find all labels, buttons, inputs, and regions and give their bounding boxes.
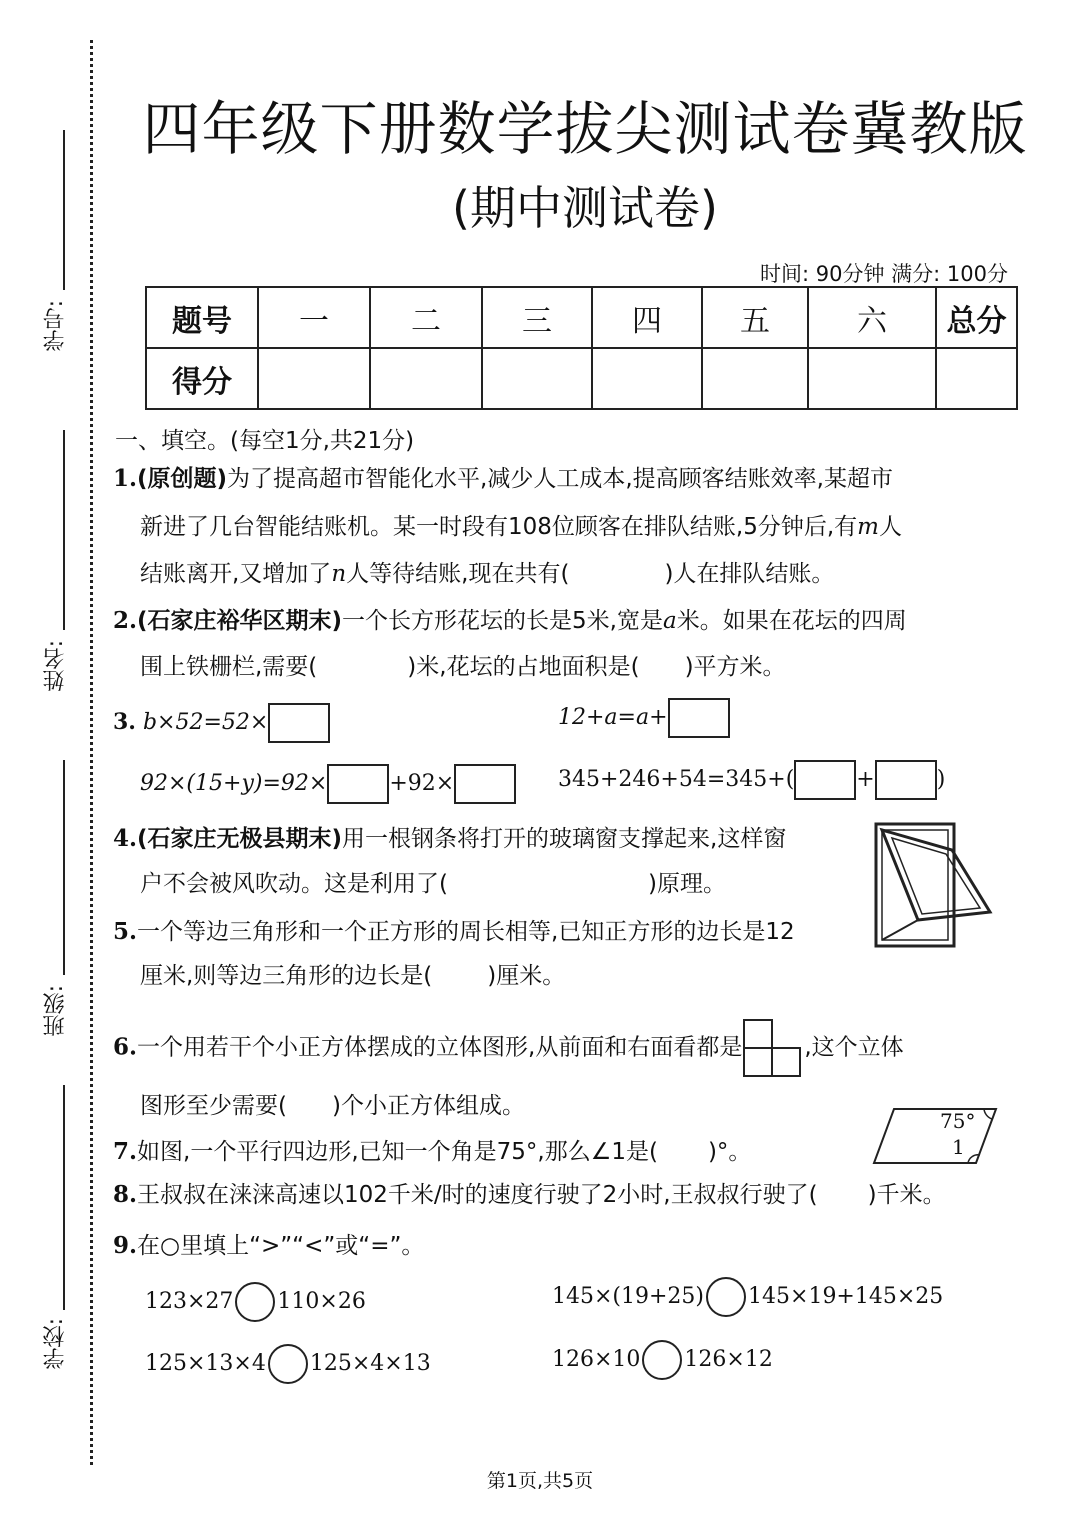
question-3-expr-1	[113, 698, 330, 747]
question-3-expr-2	[558, 694, 730, 742]
question-2-line-1	[113, 597, 907, 645]
expression: 125×13×4	[145, 1351, 266, 1376]
name-label: 姓名:	[43, 640, 68, 692]
variable: m	[857, 514, 879, 540]
score-header-cell: 二	[370, 287, 482, 348]
expression: 123×27	[145, 1289, 234, 1314]
window-figure	[872, 820, 997, 950]
answer-box[interactable]	[875, 760, 937, 800]
question-text: 围上铁栅栏,需要(	[140, 654, 318, 680]
question-text: 结账离开,又增加了	[140, 561, 332, 587]
comparison-1	[145, 1278, 366, 1326]
score-table-header-row	[146, 287, 1017, 348]
answer-box[interactable]	[327, 764, 389, 804]
expression: 145×19+145×25	[748, 1284, 944, 1309]
expression: 12+a=a+	[558, 705, 668, 730]
question-text: )°。	[707, 1139, 752, 1165]
expression: 110×26	[277, 1289, 366, 1314]
question-number: 3.	[113, 709, 136, 735]
expression: 126×10	[552, 1347, 641, 1372]
question-text: 新进了几台智能结账机。某一时段有108位顾客在排队结账,5分钟后,有	[140, 514, 858, 540]
question-text: )平方米。	[684, 654, 786, 680]
class-label: 班级:	[43, 985, 68, 1037]
question-text: 户不会被风吹动。这是利用了(	[140, 871, 448, 897]
cube-view-figure	[742, 1018, 804, 1078]
question-text: )千米。	[867, 1182, 946, 1208]
question-text: 人	[878, 514, 902, 540]
question-number: 8.	[113, 1181, 138, 1208]
question-7-line-1	[113, 1128, 751, 1176]
answer-box[interactable]	[268, 703, 330, 743]
question-number: 5.	[113, 918, 138, 945]
score-header-cell: 四	[592, 287, 702, 348]
comparison-2	[552, 1273, 943, 1321]
question-1-line-2	[140, 503, 902, 551]
angle-label: 75°	[940, 1109, 976, 1133]
exam-meta: 时间: 90分钟 满分: 100分	[760, 262, 1008, 286]
section-heading: 一、填空。(每空1分,共21分)	[115, 428, 415, 454]
question-1-line-3	[140, 550, 834, 598]
answer-box[interactable]	[794, 760, 856, 800]
score-cell[interactable]	[482, 348, 592, 409]
question-number: 2.	[113, 607, 138, 634]
question-number: 4.	[113, 825, 138, 852]
score-header-cell: 五	[702, 287, 808, 348]
score-cell[interactable]	[702, 348, 808, 409]
question-source: (石家庄裕华区期末)	[137, 608, 343, 634]
comparison-3	[145, 1340, 431, 1388]
variable: a	[663, 608, 677, 634]
answer-box[interactable]	[454, 764, 516, 804]
question-8-line-1	[113, 1171, 946, 1219]
expression: 126×12	[684, 1347, 773, 1372]
expression: 345+246+54=345+(	[558, 767, 795, 792]
school-label: 学校:	[43, 1318, 68, 1370]
student-id-label: 学号:	[43, 300, 68, 352]
question-text: 一个等边三角形和一个正方形的周长相等,已知正方形的边长是12	[137, 919, 795, 945]
question-text: 人等待结账,现在共有(	[346, 561, 570, 587]
variable: n	[331, 561, 347, 587]
expression: +	[856, 767, 875, 792]
angle-1-label: 1	[952, 1135, 965, 1159]
question-text: 图形至少需要(	[140, 1093, 287, 1119]
expression: 92×(15+y)=92×	[140, 771, 328, 796]
compare-circle[interactable]	[235, 1282, 275, 1322]
question-text: 如图,一个平行四边形,已知一个角是75°,那么∠1是(	[137, 1139, 658, 1165]
score-table	[145, 286, 1018, 410]
score-header-cell: 总分	[936, 287, 1017, 348]
question-number: 6.	[113, 1033, 138, 1061]
question-text: )厘米。	[487, 963, 566, 989]
question-source: (原创题)	[137, 466, 228, 492]
compare-circle[interactable]	[642, 1340, 682, 1380]
score-table-score-row	[146, 348, 1017, 409]
score-cell[interactable]	[592, 348, 702, 409]
score-header-cell: 六	[808, 287, 936, 348]
page-footer: 第1页,共5页	[486, 1470, 594, 1492]
question-text: 一个长方形花坛的长是5米,宽是	[342, 608, 663, 634]
expression: 125×4×13	[309, 1351, 431, 1376]
question-source: (石家庄无极县期末)	[137, 826, 343, 852]
question-6-line-2	[140, 1082, 525, 1130]
question-text: 为了提高超市智能化水平,减少人工成本,提高顾客结账效率,某超市	[227, 466, 893, 492]
question-text: 王叔叔在涞涞高速以102千米/时的速度行驶了2小时,王叔叔行驶了(	[137, 1182, 818, 1208]
question-text: ,这个立体	[804, 1034, 904, 1061]
question-text: 一个用若干个小正方体摆成的立体图形,从前面和右面看都是	[137, 1034, 743, 1061]
question-text: 厘米,则等边三角形的边长是(	[140, 963, 433, 989]
question-number: 7.	[113, 1138, 138, 1165]
parallelogram-shape	[872, 1103, 1002, 1167]
question-number: 1.	[113, 465, 138, 492]
page-title: 四年级下册数学拔尖测试卷冀教版	[142, 95, 1028, 163]
expression: )	[936, 767, 946, 792]
question-5-line-2	[140, 952, 565, 1000]
binding-dotted-line	[90, 40, 93, 1465]
question-text: 在○里填上“>”“<”或“=”。	[137, 1233, 425, 1259]
question-6-line-1	[113, 1018, 904, 1078]
question-text: )个小正方体组成。	[331, 1093, 525, 1119]
expression: 145×(19+25)	[552, 1284, 705, 1309]
question-text: )人在排队结账。	[664, 561, 835, 587]
school-field[interactable]	[63, 1085, 65, 1310]
score-row-label: 得分	[146, 348, 258, 409]
question-number: 9.	[113, 1232, 138, 1259]
class-field[interactable]	[63, 760, 65, 975]
question-text: 用一根钢条将打开的玻璃窗支撑起来,这样窗	[342, 826, 787, 852]
page-subtitle: (期中测试卷)	[452, 181, 718, 235]
question-5-line-1	[113, 908, 795, 956]
answer-box[interactable]	[668, 698, 730, 738]
compare-circle[interactable]	[706, 1277, 746, 1317]
question-9-line-1	[113, 1222, 424, 1270]
parallelogram-figure	[872, 1103, 1002, 1167]
score-cell[interactable]	[258, 348, 370, 409]
question-text: 米。如果在花坛的四周	[676, 608, 907, 634]
question-text: )原理。	[647, 871, 726, 897]
score-cell[interactable]	[808, 348, 936, 409]
question-text: )米,花坛的占地面积是(	[407, 654, 640, 680]
score-cell[interactable]	[370, 348, 482, 409]
comparison-4	[552, 1336, 773, 1384]
expression: +92×	[389, 771, 455, 796]
score-cell[interactable]	[936, 348, 1017, 409]
question-4-line-1	[113, 815, 786, 863]
score-header-cell: 三	[482, 287, 592, 348]
score-header-cell: 一	[258, 287, 370, 348]
expression: b×52=52×	[142, 710, 269, 735]
compare-circle[interactable]	[268, 1344, 308, 1384]
score-header-cell: 题号	[146, 287, 258, 348]
question-2-line-2	[140, 643, 786, 691]
name-field[interactable]	[63, 430, 65, 630]
question-3-expr-4	[558, 756, 945, 804]
question-1-line-1	[113, 455, 893, 503]
question-3-expr-3	[140, 760, 516, 808]
question-4-line-2	[140, 860, 726, 908]
